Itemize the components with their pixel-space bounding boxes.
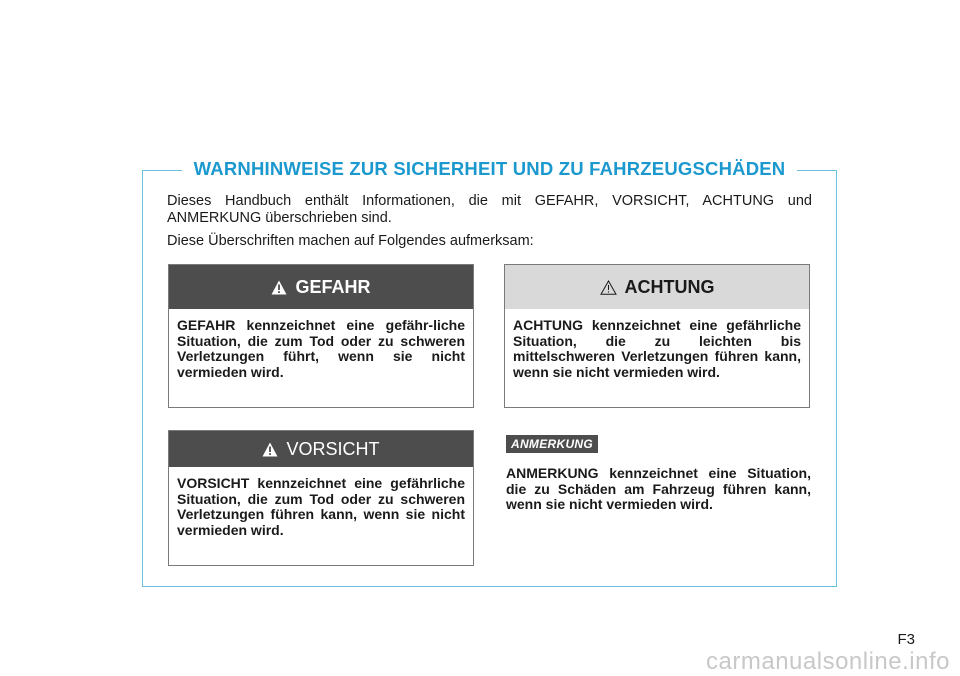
warning-header (169, 431, 473, 467)
intro-paragraph-1: Dieses Handbuch enthält Informationen, die mit GEFAHR, VORSICHT, ACHTUNG und ANMERKUNG überschrieben sind. (167, 193, 812, 226)
page-number: F3 (897, 631, 915, 648)
note-text: ANMERKUNG kennzeichnet eine Situation, die zu Schäden am Fahrzeug führen kann, wenn sie nicht vermieden wird. (506, 465, 811, 512)
caution-title: ACHTUNG (624, 277, 715, 297)
warning-title: VORSICHT (286, 439, 380, 459)
watermark: carmanualsonline.info (706, 648, 950, 675)
danger-title: GEFAHR (295, 277, 371, 297)
section-title-wrap (142, 158, 837, 180)
danger-header (169, 265, 473, 309)
warning-triangle-icon (262, 442, 278, 457)
caution-header (505, 265, 809, 309)
caution-box (504, 264, 810, 408)
danger-text: GEFAHR kennzeichnet eine gefähr-liche Situation, die zum Tod oder zu schweren Verletzungen führt, wenn sie nicht vermieden wird. (177, 317, 465, 380)
note-badge: ANMERKUNG (506, 435, 598, 453)
warning-triangle-outline-icon (600, 280, 617, 295)
intro-paragraph-2: Diese Überschriften machen auf Folgendes aufmerksam: (167, 233, 534, 249)
warning-box (168, 430, 474, 566)
caution-text: ACHTUNG kennzeichnet eine gefährliche Situation, die zu leichten bis mittelschweren Verletzungen führen kann, wenn sie nicht vermieden wird. (513, 317, 801, 380)
warning-triangle-icon (271, 280, 287, 295)
intro-text (167, 193, 812, 256)
danger-box (168, 264, 474, 408)
warning-text: VORSICHT kennzeichnet eine gefährliche Situation, die zum Tod oder zu schweren Verletzungen führen kann, wenn sie nicht vermieden wird. (177, 475, 465, 538)
section-title: WARNHINWEISE ZUR SICHERHEIT UND ZU FAHRZEUGSCHÄDEN (182, 158, 798, 180)
